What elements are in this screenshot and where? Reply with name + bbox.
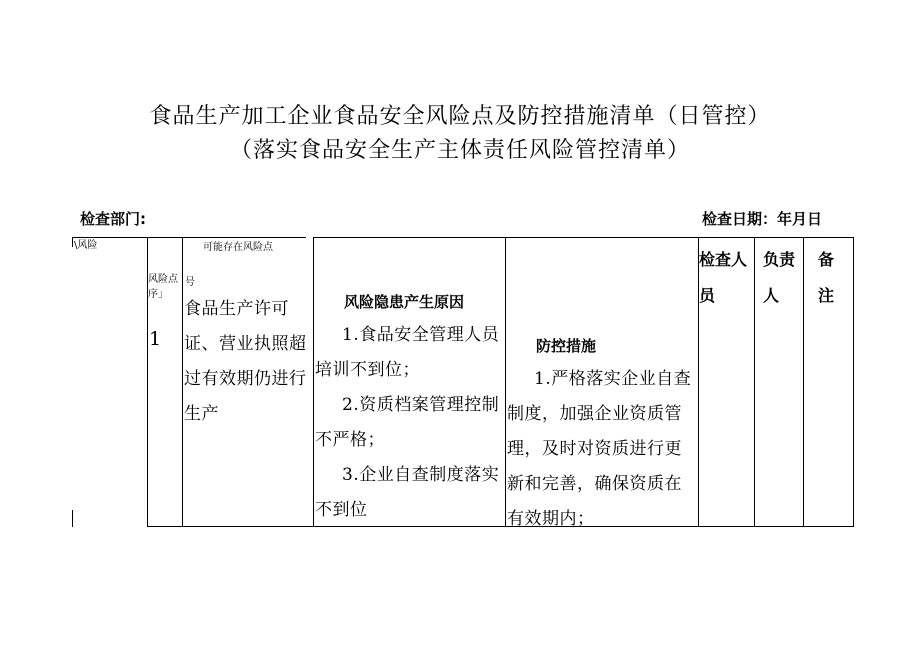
measure-item: 1.严格落实企业自查制度，加强企业资质管理，及时对资质进行更新和完善，确保资质在有效期内； bbox=[507, 369, 692, 529]
document-title-line1: 食品生产加工企业食品安全风险点及防控措施清单（日管控） bbox=[149, 104, 771, 129]
header-possible-risk-point: 可能存在风险点 bbox=[203, 242, 273, 253]
header-hao: 号 bbox=[185, 277, 195, 288]
table-divider bbox=[754, 237, 755, 527]
table-divider bbox=[505, 237, 506, 527]
header-inspector: 检查人员 bbox=[699, 250, 748, 305]
table-divider bbox=[803, 237, 804, 527]
table-border-left bbox=[72, 237, 73, 247]
header-measures: 防控措施 bbox=[536, 337, 597, 355]
document-title-line2: （落实食品安全生产主体责任风险管控清单） bbox=[229, 138, 690, 163]
table-border-right bbox=[853, 237, 854, 527]
row-measures bbox=[507, 362, 697, 537]
header-cause: 风险隐患产生原因 bbox=[344, 293, 465, 311]
cause-item: 3.企业自查制度落实不到位 bbox=[315, 465, 500, 520]
table-top-border bbox=[313, 237, 505, 238]
table-divider bbox=[313, 237, 314, 527]
table-border-left-lower bbox=[72, 510, 73, 527]
check-department-label: 检查部门: bbox=[80, 210, 146, 228]
header-responsible: 负责人 bbox=[763, 250, 796, 305]
table-top-border bbox=[505, 237, 853, 238]
header-risk: \风险 bbox=[74, 240, 98, 251]
header-remarks: 备注 bbox=[818, 250, 835, 305]
cause-item: 2.资质档案管理控制不严格； bbox=[315, 395, 500, 450]
row-seq: 1 bbox=[149, 328, 162, 350]
row-risk-point: 食品生产许可证、营业执照超过有效期仍进行生产 bbox=[184, 299, 307, 424]
table-divider bbox=[182, 237, 183, 527]
table-top-border bbox=[72, 237, 306, 238]
header-risk-point-seq: 风险点序」 bbox=[148, 274, 178, 300]
row-causes bbox=[315, 318, 503, 528]
check-date-label: 检查日期：年月日 bbox=[701, 210, 822, 228]
cause-item: 1.食品安全管理人员培训不到位； bbox=[315, 325, 500, 380]
